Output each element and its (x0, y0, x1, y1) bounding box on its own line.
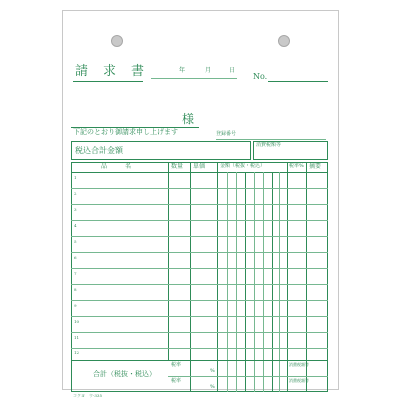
number-underline (268, 81, 328, 82)
amount-digit-line (279, 172, 280, 392)
row-line (71, 316, 328, 317)
row-number: 3 (74, 207, 77, 212)
tax-inclusive-total-label: 税込合計金額 (75, 146, 123, 155)
amount-digit-line (254, 172, 255, 392)
consumption-tax-label: 消費税額等 (256, 142, 282, 148)
tax-rate-label-2: 税率 (171, 378, 182, 384)
registration-underline (216, 139, 326, 140)
amount-digit-line (245, 172, 246, 392)
row-line (71, 332, 328, 333)
invoice-form (62, 10, 339, 398)
header-divider (71, 172, 328, 173)
row-line (71, 300, 328, 301)
row-number: 11 (74, 335, 80, 340)
consumption-tax-2: 消費税額等 (289, 378, 309, 383)
header-quantity: 数量 (171, 163, 184, 170)
date-underline (151, 78, 237, 79)
percent-1: % (210, 368, 215, 374)
row-number: 5 (74, 239, 77, 244)
item-table (71, 162, 328, 392)
row-number: 12 (74, 350, 80, 355)
title-underline (73, 81, 143, 82)
year-label: 年 (179, 67, 186, 74)
row-number: 7 (74, 271, 77, 276)
total-label: 合計（税抜・税込） (93, 370, 156, 378)
total-row-divider (71, 360, 328, 361)
product-code: コクヨ ウ-335 (73, 393, 102, 398)
row-line (71, 252, 328, 253)
row-number: 4 (74, 223, 77, 228)
row-number: 1 (74, 175, 77, 180)
row-line (71, 268, 328, 269)
tax-row-divider (168, 376, 328, 377)
header-tax-rate: 税率% (289, 163, 304, 169)
amount-digit-line (272, 172, 273, 392)
header-item-name: 品 名 (101, 163, 132, 170)
registration-label: 登録番号 (216, 131, 237, 137)
amount-digit-line (263, 172, 264, 392)
amount-digit-line (227, 172, 228, 392)
col-line-tax-rate (287, 162, 288, 392)
percent-2: % (210, 384, 215, 390)
number-label: No. (253, 72, 268, 81)
consumption-tax-1: 消費税額等 (289, 362, 309, 367)
amount-digit-line (236, 172, 237, 392)
col-line-quantity (168, 162, 169, 360)
invoice-title: 請 求 書 (75, 64, 146, 79)
row-line (71, 204, 328, 205)
row-number: 2 (74, 191, 77, 196)
recipient-suffix: 様 (182, 112, 195, 126)
binder-hole-right (278, 35, 290, 47)
row-line (71, 284, 328, 285)
row-line (71, 188, 328, 189)
row-line (71, 348, 328, 349)
row-number: 6 (74, 255, 77, 260)
col-line-unit-price (190, 162, 191, 392)
request-text: 下記のとおり御請求申し上げます (73, 128, 178, 136)
row-number: 9 (74, 303, 77, 308)
col-line-remarks (306, 162, 307, 392)
row-line (71, 220, 328, 221)
month-label: 月 (205, 67, 212, 74)
binder-hole-left (111, 35, 123, 47)
row-line (71, 236, 328, 237)
header-amount: 金額（税抜・税込） (220, 163, 266, 169)
header-remarks: 摘要 (309, 163, 322, 170)
row-number: 8 (74, 287, 77, 292)
header-unit-price: 単価 (193, 163, 206, 170)
col-line-amount (217, 162, 218, 392)
day-label: 日 (229, 67, 236, 74)
row-number: 10 (74, 319, 80, 324)
tax-rate-label-1: 税率 (171, 362, 182, 368)
